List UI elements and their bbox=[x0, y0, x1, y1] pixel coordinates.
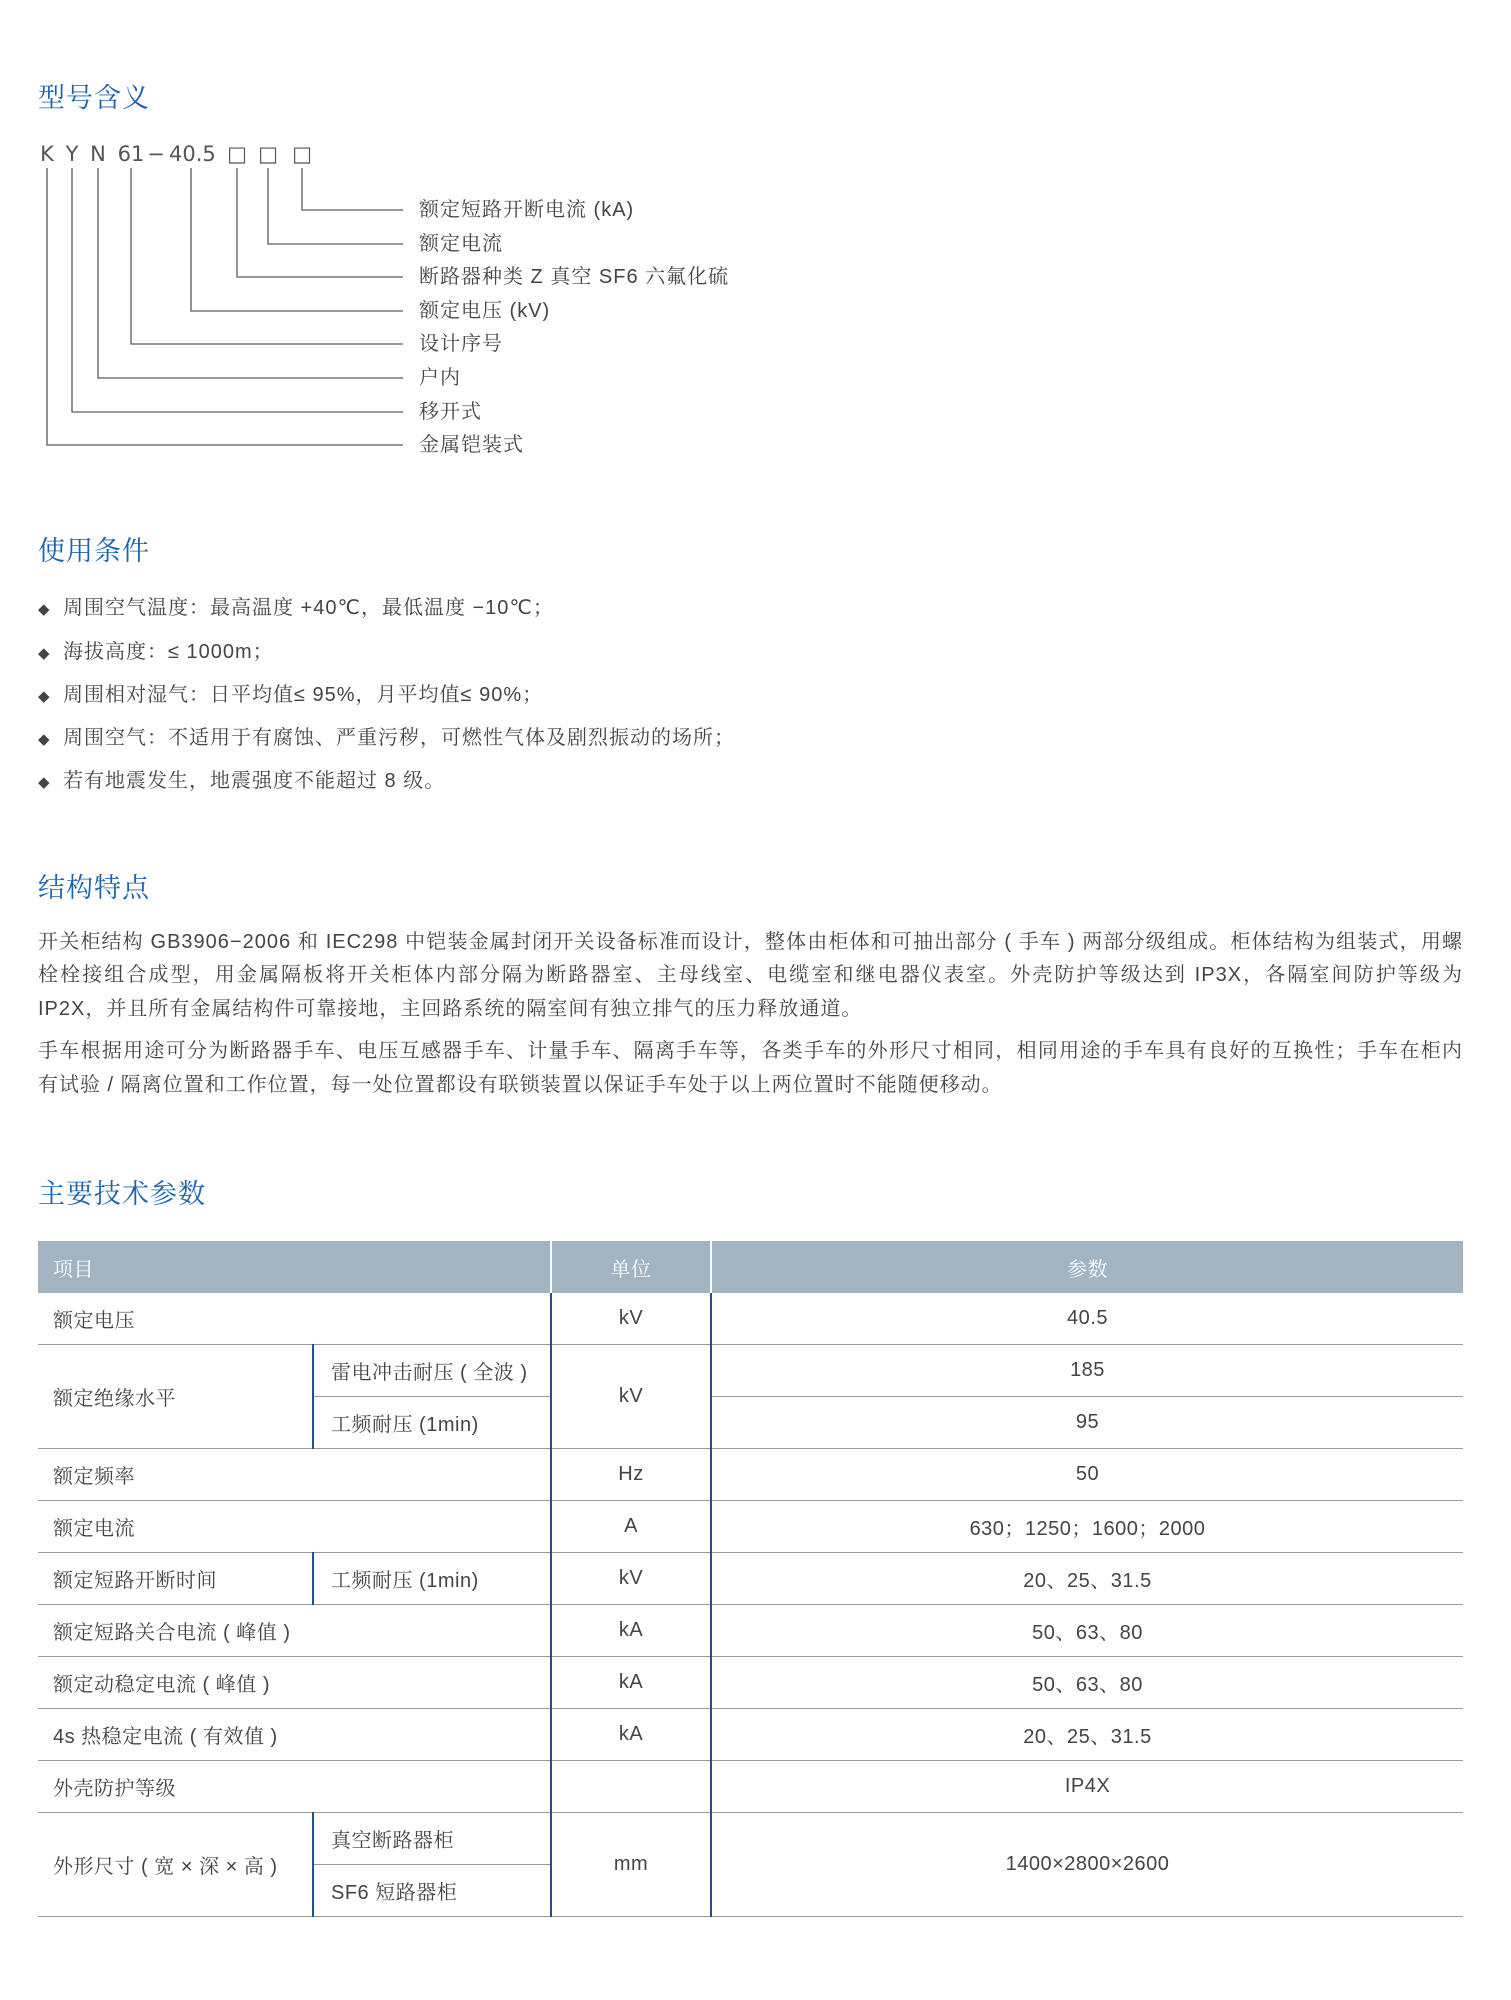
table-row bbox=[38, 1449, 1463, 1501]
spec-value: 20、25、31.5 bbox=[711, 1709, 1463, 1761]
spec-value: 40.5 bbox=[711, 1293, 1463, 1345]
leader-line bbox=[268, 168, 403, 244]
list-item-text: 周围空气温度：最高温度 +40℃，最低温度 −10℃； bbox=[63, 597, 554, 619]
model-label: 设计序号 bbox=[419, 333, 503, 355]
model-code-char: 40.5 bbox=[169, 142, 216, 166]
model-code-box: □ bbox=[292, 142, 312, 166]
diamond-bullet-icon: ◆ bbox=[38, 687, 50, 705]
spec-subitem: SF6 短路器柜 bbox=[313, 1865, 551, 1917]
model-code-char: 61 bbox=[117, 142, 145, 166]
spec-value: 50 bbox=[711, 1449, 1463, 1501]
spec-value: 630；1250；1600；2000 bbox=[711, 1501, 1463, 1553]
list-item bbox=[38, 723, 735, 754]
model-label: 移开式 bbox=[419, 401, 482, 423]
spec-subitem: 真空断路器柜 bbox=[313, 1813, 551, 1865]
model-code-char: − bbox=[147, 142, 165, 166]
model-label: 额定电流 bbox=[419, 233, 503, 255]
column-header-unit: 单位 bbox=[551, 1241, 711, 1293]
spec-item: 额定动稳定电流 ( 峰值 ) bbox=[38, 1657, 551, 1709]
paragraph: 开关柜结构 GB3906−2006 和 IEC298 中铠装金属封闭开关设备标准而设计，整体由柜体和可抽出部分 ( 手车 ) 两部分级组成。柜体结构为组装式，用螺栓栓接组合成型，用金属隔板将开关柜体内部分隔为断路器室、主母线室、电缆室和继电器仪表室。外壳防护等级达到 IP3X，各隔室间防护等级为 IP2X，并且所有金属结构件可靠接地，主回路系统的隔室间有独立排气的压力释放通道。 bbox=[38, 931, 1463, 1020]
diamond-bullet-icon: ◆ bbox=[38, 644, 50, 662]
model-label: 额定电压 (kV) bbox=[419, 300, 551, 322]
spec-table bbox=[38, 1241, 1463, 1917]
list-item-text: 周围相对湿气：日平均值≤ 95%，月平均值≤ 90%； bbox=[63, 684, 544, 706]
spec-unit: kV bbox=[551, 1293, 711, 1345]
diamond-bullet-icon: ◆ bbox=[38, 730, 50, 748]
table-row bbox=[38, 1345, 1463, 1397]
spec-item: 额定频率 bbox=[38, 1449, 551, 1501]
section-title-structure: 结构特点 bbox=[38, 873, 150, 903]
spec-subitem: 雷电冲击耐压 ( 全波 ) bbox=[313, 1345, 551, 1397]
spec-item: 额定短路关合电流 ( 峰值 ) bbox=[38, 1605, 551, 1657]
spec-unit: A bbox=[551, 1501, 711, 1553]
leader-line bbox=[191, 168, 403, 311]
structure-body bbox=[38, 926, 1463, 1102]
diamond-bullet-icon: ◆ bbox=[38, 600, 50, 618]
table-row bbox=[38, 1761, 1463, 1813]
spec-subitem: 工频耐压 (1min) bbox=[313, 1553, 551, 1605]
spec-item: 额定电压 bbox=[38, 1293, 551, 1345]
list-item-text: 周围空气：不适用于有腐蚀、严重污秽，可燃性气体及剧烈振动的场所； bbox=[63, 727, 735, 749]
list-item bbox=[38, 680, 543, 711]
list-item-text: 若有地震发生，地震强度不能超过 8 级。 bbox=[63, 770, 446, 792]
leader-line bbox=[98, 168, 403, 378]
spec-unit: kV bbox=[551, 1553, 711, 1605]
spec-item: 额定绝缘水平 bbox=[38, 1345, 313, 1449]
table-row bbox=[38, 1293, 1463, 1345]
spec-unit: mm bbox=[551, 1813, 711, 1917]
table-row bbox=[38, 1709, 1463, 1761]
model-code-leader-lines bbox=[0, 0, 420, 460]
list-item bbox=[38, 637, 274, 668]
spec-value: IP4X bbox=[711, 1761, 1463, 1813]
spec-unit: kA bbox=[551, 1657, 711, 1709]
section-title-params: 主要技术参数 bbox=[38, 1179, 206, 1209]
leader-line bbox=[302, 168, 403, 210]
list-item-text: 海拔高度：≤ 1000m； bbox=[63, 641, 274, 663]
table-row bbox=[38, 1553, 1463, 1605]
paragraph: 手车根据用途可分为断路器手车、电压互感器手车、计量手车、隔离手车等，各类手车的外形尺寸相同，相同用途的手车具有良好的互换性；手车在柜内有试验 / 隔离位置和工作位置，每一处位置都设有联锁装置以保证手车处于以上两位置时不能随便移动。 bbox=[38, 1040, 1463, 1096]
model-code-char: N bbox=[90, 142, 106, 166]
spec-item: 额定电流 bbox=[38, 1501, 551, 1553]
model-label: 断路器种类 Z 真空 SF6 六氟化硫 bbox=[419, 266, 730, 288]
spec-unit: kV bbox=[551, 1345, 711, 1449]
spec-unit: kA bbox=[551, 1709, 711, 1761]
spec-value: 50、63、80 bbox=[711, 1605, 1463, 1657]
column-header-value: 参数 bbox=[711, 1241, 1463, 1293]
spec-item: 4s 热稳定电流 ( 有效值 ) bbox=[38, 1709, 551, 1761]
table-row bbox=[38, 1605, 1463, 1657]
model-code-char: Y bbox=[65, 142, 79, 166]
leader-line bbox=[131, 168, 403, 344]
spec-unit: kA bbox=[551, 1605, 711, 1657]
model-label: 金属铠装式 bbox=[419, 434, 524, 456]
spec-item: 外形尺寸 ( 宽 × 深 × 高 ) bbox=[38, 1813, 313, 1917]
spec-value: 1400×2800×2600 bbox=[711, 1813, 1463, 1917]
model-label: 额定短路开断电流 (kA) bbox=[419, 199, 635, 221]
model-code-box: □ bbox=[227, 142, 247, 166]
spec-subitem: 工频耐压 (1min) bbox=[313, 1397, 551, 1449]
table-row bbox=[38, 1657, 1463, 1709]
spec-item: 额定短路开断时间 bbox=[38, 1553, 313, 1605]
spec-item: 外壳防护等级 bbox=[38, 1761, 551, 1813]
section-title-model: 型号含义 bbox=[38, 83, 150, 113]
table-row bbox=[38, 1501, 1463, 1553]
diamond-bullet-icon: ◆ bbox=[38, 773, 50, 791]
spec-value: 185 bbox=[711, 1345, 1463, 1397]
spec-unit bbox=[551, 1761, 711, 1813]
leader-line bbox=[237, 168, 403, 277]
model-label: 户内 bbox=[419, 367, 461, 389]
spec-unit: Hz bbox=[551, 1449, 711, 1501]
column-header-item: 项目 bbox=[38, 1241, 551, 1293]
spec-value: 50、63、80 bbox=[711, 1657, 1463, 1709]
spec-value: 95 bbox=[711, 1397, 1463, 1449]
model-code-box: □ bbox=[258, 142, 278, 166]
list-item bbox=[38, 766, 445, 797]
spec-value: 20、25、31.5 bbox=[711, 1553, 1463, 1605]
table-header-row bbox=[38, 1241, 1463, 1293]
section-title-conditions: 使用条件 bbox=[38, 536, 150, 566]
list-item bbox=[38, 593, 554, 624]
table-row bbox=[38, 1813, 1463, 1865]
model-code-char: K bbox=[40, 142, 54, 166]
